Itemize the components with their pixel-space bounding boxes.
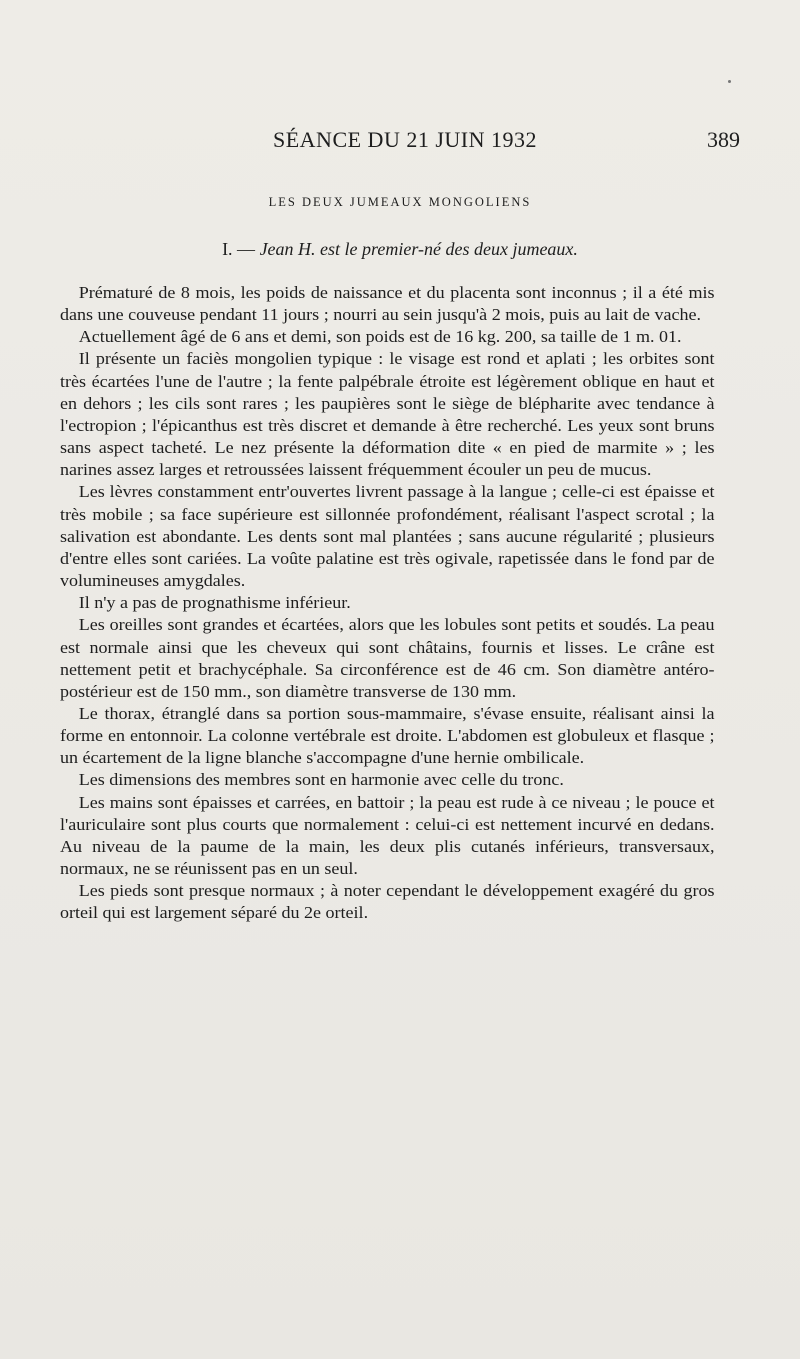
paragraph: Les oreilles sont grandes et écartées, alors que les lobules sont petits et soudés. La peau est normale ainsi que les cheveux qui sont châtains, fournis et lisses. Le crâne est nettement petit et brachycéphale. Sa circonférence est de 46 cm. Son diamètre antéro-postérieur est de 150 mm., son diamètre transverse de 130 mm. — [60, 615, 715, 701]
paragraph: Actuellement âgé de 6 ans et demi, son poids est de 16 kg. 200, sa taille de 1 m. 01. — [78, 327, 682, 347]
paragraph: Il présente un faciès mongolien typique : le visage est rond et aplati ; les orbites sont très écartées l'une de l'autre ; la fente palpébrale étroite est légèrement oblique en haut et en dehors ; les cils sont rares ; les paupières sont le siège de blépharite avec tendance à l'ectropion ; l'épicanthus est très discret et demande à être recherché. Les yeux sont bruns sans aspect tacheté. Le nez présente la déformation dite « en pied de marmite » ; les narines assez larges et retroussées laissent fréquemment écouler un peu de mucus. — [60, 349, 715, 480]
page-number: 389 — [707, 127, 740, 152]
subtitle-number: I. — — [222, 239, 256, 259]
page-header — [60, 127, 740, 157]
paragraph: Les lèvres constamment entr'ouvertes livrent passage à la langue ; celle-ci est épaisse et très mobile ; sa face supérieure est sillonnée profondément, réalisant l'aspect scrotal ; la salivation est abondante. Les dents sont mal plantées ; sans aucune régularité ; plusieurs d'entre elles sont cariées. La voûte palatine est très ogivale, rapetissée dans le fond par de volumineuses amygdales. — [60, 482, 715, 591]
paragraph: Le thorax, étranglé dans sa portion sous-mammaire, s'évase ensuite, réalisant ainsi la forme en entonnoir. La colonne vertébrale est droite. L'abdomen est globuleux et flasque ; un écartement de la ligne blanche s'accompagne d'une hernie ombilicale. — [60, 703, 715, 768]
paragraph: Il n'y a pas de prognathisme inférieur. — [78, 593, 351, 613]
running-title: SÉANCE DU 21 JUIN 1932 — [273, 127, 537, 152]
ink-speck — [728, 80, 731, 83]
body-text — [60, 282, 715, 925]
paragraph: Les pieds sont presque normaux ; à noter cependant le développement exagéré du gros orteil qui est largement séparé du 2e orteil. — [60, 881, 715, 923]
subtitle — [60, 239, 740, 260]
section-title: LES DEUX JUMEAUX MONGOLIENS — [268, 195, 532, 209]
paragraph: Les dimensions des membres sont en harmonie avec celle du tronc. — [78, 770, 564, 790]
paragraph: Prématuré de 8 mois, les poids de naissance et du placenta sont inconnus ; il a été mis dans une couveuse pendant 11 jours ; nourri au sein jusqu'à 2 mois, puis au lait de vache. — [60, 283, 715, 325]
subtitle-text: Jean H. est le premier-né des deux jumeaux. — [259, 239, 578, 259]
paragraph: Les mains sont épaisses et carrées, en battoir ; la peau est rude à ce niveau ; le pouce et l'auriculaire sont plus courts que normalement : celui-ci est nettement incurvé en dedans. Au niveau de la paume de la main, les deux plis cutanés inférieurs, transversaux, normaux, ne se réunissent pas en un seul. — [60, 792, 715, 879]
